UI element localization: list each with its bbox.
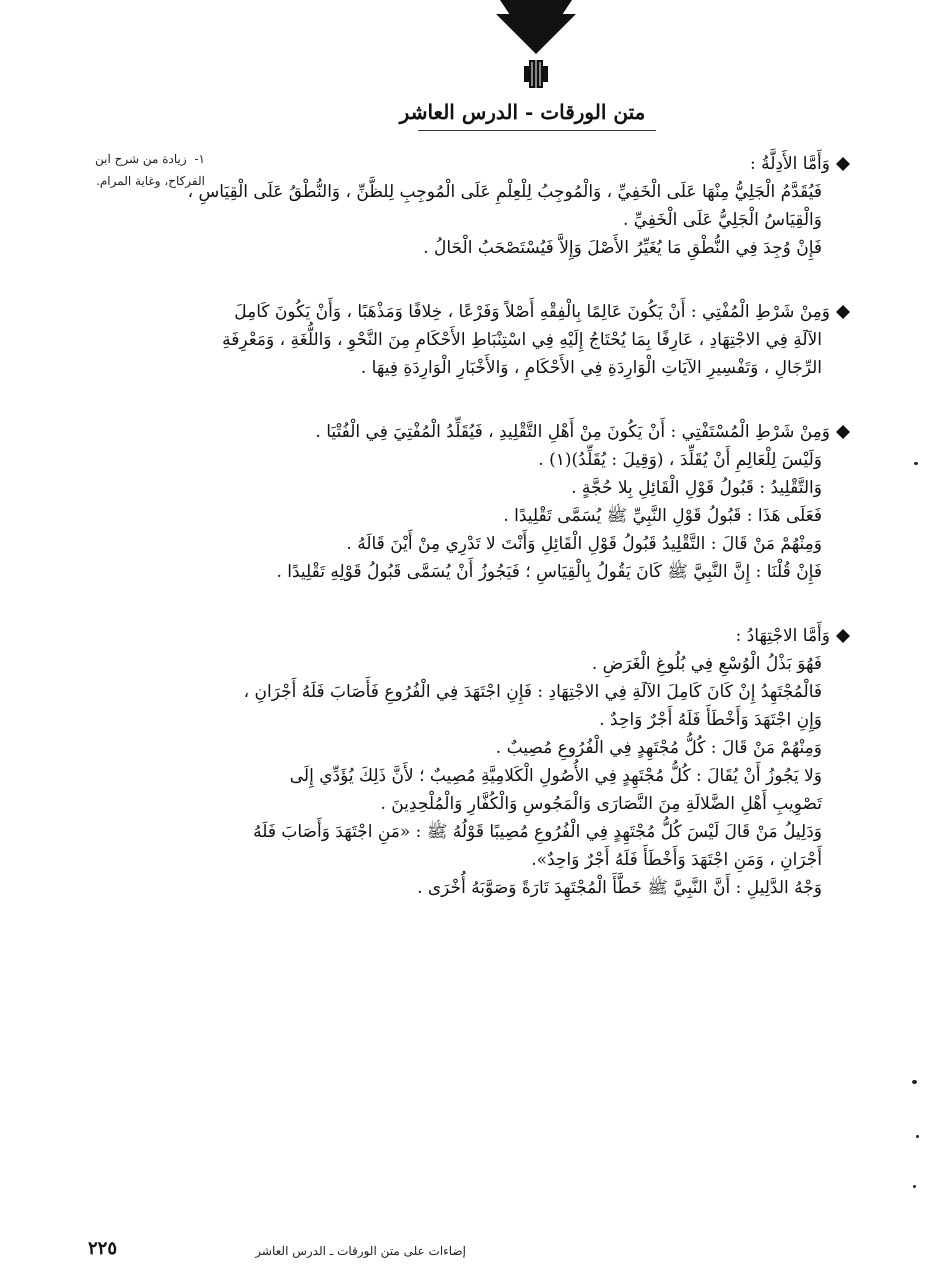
section-lead: وَأَمَّا الأَدِلَّةُ : bbox=[225, 150, 850, 178]
text-line: أَجْرَانِ ، وَمَنِ اجْتَهَدَ وَأَخْطَأَ فَلَهُ أَجْرٌ وَاحِدٌ». bbox=[531, 850, 822, 870]
main-text bbox=[187, 150, 850, 938]
title-underline bbox=[418, 130, 656, 131]
diamond-bullet-icon bbox=[836, 629, 850, 643]
footnote-number: ١- bbox=[194, 152, 205, 166]
text-line: وَجْهُ الدَّلِيلِ : أَنَّ النَّبِيَّ ﷺ خَطَّأَ الْمُجْتَهِدَ تَارَةً وَصَوَّبَهُ أُخْرَى . bbox=[417, 878, 822, 898]
text-line: وَمِنْهُمْ مَنْ قَالَ : كُلُّ مُجْتَهِدٍ فِي الْفُرُوعِ مُصِيبٌ . bbox=[495, 738, 822, 758]
text-line: وَمِنْهُمْ مَنْ قَالَ : التَّقْلِيدُ قَبُولُ قَوْلِ الْقَائِلِ وَأَنْتَ لا تَدْرِي مِنْ أَيْنَ قَالَهُ . bbox=[346, 534, 822, 554]
scan-speck bbox=[916, 1135, 919, 1138]
scan-speck bbox=[914, 462, 918, 465]
section-lead: وَأَمَّا الاجْتِهَادُ : bbox=[225, 622, 850, 650]
running-footer: إضاءات على متن الورقات ـ الدرس العاشر bbox=[255, 1244, 466, 1258]
section-mufti bbox=[222, 298, 850, 382]
section-lead: وَمِنْ شَرْطِ الْمُفْتِي : أَنْ يَكُونَ عَالِمًا بِالْفِقْهِ أَصْلاً وَفَرْعًا ، خِلافًا وَمَذْهَبًا ، وَأَنْ يَكُونَ كَامِلَ bbox=[225, 298, 850, 326]
page-title: متن الورقات - الدرس العاشر bbox=[399, 100, 646, 124]
text-line: فَيُقَدَّمُ الْجَلِيُّ مِنْهَا عَلَى الْخَفِيِّ ، وَالْمُوجِبُ لِلْعِلْمِ عَلَى الْمُوجِبِ لِلظَّنِّ ، وَالنُّطْقُ عَلَى الْقِيَاسِ ، bbox=[187, 182, 822, 202]
text-line: وَالْقِيَاسُ الْجَلِيُّ عَلَى الْخَفِيِّ . bbox=[622, 210, 822, 230]
diamond-bullet-icon bbox=[836, 305, 850, 319]
text-line: وَالتَّقْلِيدُ : قَبُولُ قَوْلِ الْقَائِلِ بِلا حُجَّةٍ . bbox=[571, 478, 822, 498]
margin-footnote bbox=[55, 148, 205, 192]
section-evidence bbox=[187, 150, 850, 262]
section-lead: وَمِنْ شَرْطِ الْمُسْتَفْتِي : أَنْ يَكُونَ مِنْ أَهْلِ التَّقْلِيدِ ، فَيُقَلِّدُ الْمُفْتِيَ فِي الْفُتْيَا . bbox=[225, 418, 850, 446]
text-line: تَصْوِيبِ أَهْلِ الضَّلالَةِ مِنَ النَّصَارَى وَالْمَجُوسِ وَالْكُفَّارِ وَالْمُلْحِدِينَ . bbox=[380, 794, 822, 814]
text-line: الآلَةِ فِي الاجْتِهَادِ ، عَارِفًا بِمَا يُحْتَاجُ إِلَيْهِ فِي اسْتِنْبَاطِ الأَحْكَامِ مِنَ النَّحْوِ ، وَاللُّغَةِ ، وَمَعْرِفَةِ bbox=[222, 330, 822, 350]
page-number: ٢٢٥ bbox=[88, 1238, 118, 1259]
text-line: فَإِنْ وُجِدَ فِي النُّطْقِ مَا يُغَيِّرُ الأَصْلَ وَإِلاَّ فَيُسْتَصْحَبُ الْحَالُ . bbox=[423, 238, 822, 258]
text-line: وَدَلِيلُ مَنْ قَالَ لَيْسَ كُلُّ مُجْتَهِدٍ فِي الْفُرُوعِ مُصِيبًا قَوْلُهُ ﷺ : «مَنِ اجْتَهَدَ وَأَصَابَ فَلَهُ bbox=[253, 822, 822, 842]
section-mustafti bbox=[225, 418, 850, 586]
text-line: وَلَيْسَ لِلْعَالِمِ أَنْ يُقَلِّدَ ، (وَقِيلَ : يُقَلِّدُ)(١) . bbox=[538, 450, 822, 470]
footnote-text: زيادة من شرح ابن الفركاح، وغاية المرام. bbox=[94, 152, 205, 188]
diamond-bullet-icon bbox=[836, 157, 850, 171]
text-line: فَعَلَى هَذَا : قَبُولُ قَوْلِ النَّبِيِّ ﷺ يُسَمَّى تَقْلِيدًا . bbox=[503, 506, 822, 526]
text-line: الرِّجَالِ ، وَتَفْسِيرِ الآيَاتِ الْوَارِدَةِ فِي الأَحْكَامِ ، وَالأَخْبَارِ الْوَارِدَةِ فِيهَا . bbox=[360, 358, 822, 378]
diamond-ornament-icon bbox=[494, 0, 578, 92]
text-line: فَهُوَ بَذْلُ الْوُسْعِ فِي بُلُوغِ الْغَرَضِ . bbox=[591, 654, 822, 674]
text-line: فَالْمُجْتَهِدُ إِنْ كَانَ كَامِلَ الآلَةِ فِي الاجْتِهَادِ : فَإِنِ اجْتَهَدَ فِي الْفُرُوعِ فَأَصَابَ فَلَهُ أَجْرَانِ ، bbox=[243, 682, 822, 702]
scan-speck bbox=[913, 1185, 916, 1188]
section-ijtihad bbox=[225, 622, 850, 902]
text-line: وَإِنِ اجْتَهَدَ وَأَخْطَأَ فَلَهُ أَجْرٌ وَاحِدٌ . bbox=[599, 710, 822, 730]
text-line: وَلا يَجُوزُ أَنْ يُقَالَ : كُلُّ مُجْتَهِدٍ فِي الأُصُولِ الْكَلامِيَّةِ مُصِيبٌ ؛ لأَنَّ ذَلِكَ يُؤَدِّي إِلَى bbox=[289, 766, 822, 786]
diamond-bullet-icon bbox=[836, 425, 850, 439]
text-line: فَإِنْ قُلْنَا : إِنَّ النَّبِيَّ ﷺ كَانَ يَقُولُ بِالْقِيَاسِ ؛ فَيَجُوزُ أَنْ يُسَمَّى قَبُولُ قَوْلِهِ تَقْلِيدًا . bbox=[276, 562, 822, 582]
scan-speck bbox=[912, 1080, 917, 1084]
